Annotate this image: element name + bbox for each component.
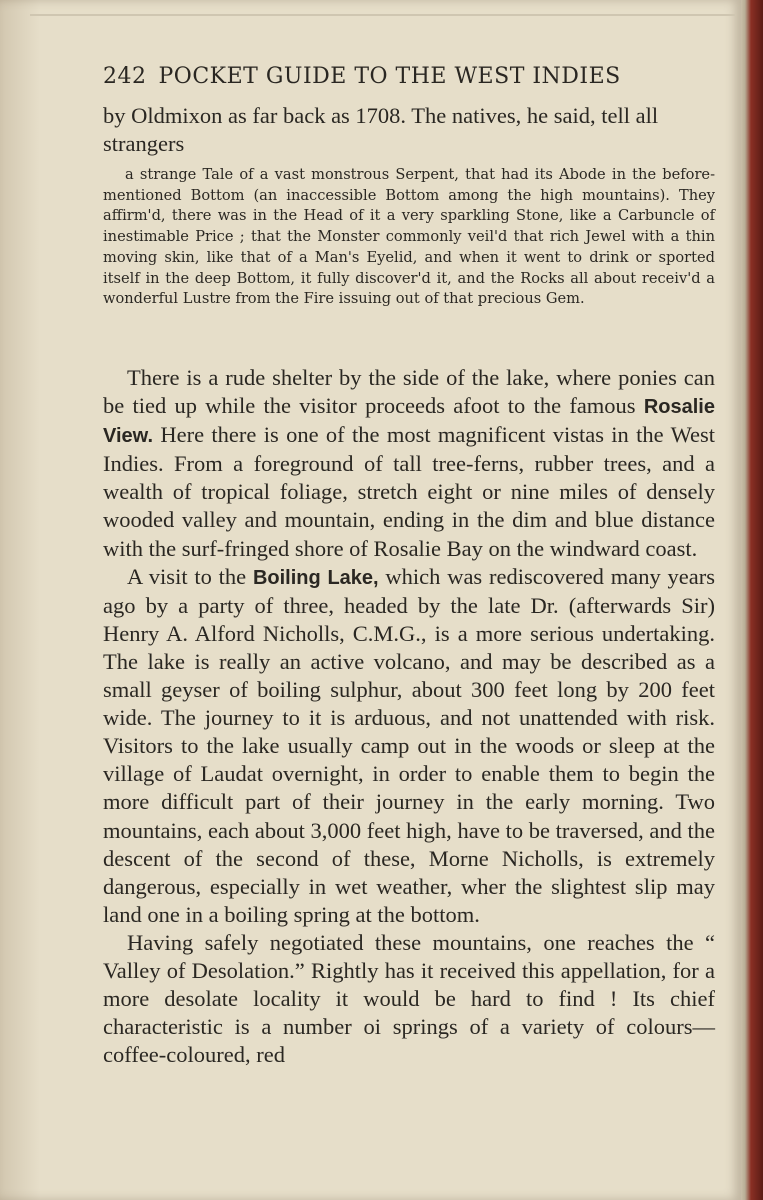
running-title: POCKET GUIDE TO THE WEST INDIES bbox=[158, 64, 621, 89]
para1-text-a: There is a rude shelter by the side of the lake, where ponies can be tied up while the visitor proceeds afoot to the famous bbox=[103, 365, 715, 419]
gutter-shadow bbox=[0, 0, 40, 1200]
lead-paragraph: by Oldmixon as far back as 1708. The natives, he said, tell all strangers bbox=[103, 103, 659, 156]
block-quote bbox=[103, 165, 715, 310]
para2-text-a: A visit to the bbox=[127, 563, 253, 589]
running-header bbox=[103, 60, 715, 94]
body-text bbox=[103, 364, 715, 1069]
para1-text-b: Here there is one of the most magnificent vistas in the West Indies. From a foreground of tall tree-ferns, rubber trees, and a wealth of tropical foliage, stretch eight or nine miles of densely wooded valley and mountain, ending in the dim and blue distance with the surf-fringed shore of Rosalie Bay on the windward coast. bbox=[103, 422, 715, 561]
book-edge bbox=[741, 0, 763, 1200]
top-rule bbox=[30, 14, 735, 16]
para2-text-b: which was rediscovered many years ago by a party of three, headed by the late Dr. (afterwards Sir) Henry A. Alford Nicholls, C.M.G., is a more serious undertaking. The lake is really an active volcano, and may be described as a small geyser of boiling sulphur, about 300 feet long by 200 feet wide. The journey to it is arduous, and not unattended with risk. Visitors to the lake usually camp out in the woods or sleep at the village of Laudat overnight, in order to enable them to begin the more difficult part of their journey in the early morning. Two mountains, each about 3,000 feet high, have to be traversed, and the descent of the second of these, Morne Nicholls, is extremely dangerous, especially in wet weather, wher the slightest slip may land one in a boiling spring at the bottom. bbox=[103, 563, 715, 927]
paragraph-boiling-lake bbox=[103, 563, 715, 929]
paragraph-rosalie-view bbox=[103, 364, 715, 563]
quote-text: a strange Tale of a vast monstrous Serpent, that had its Abode in the before-mentioned Bottom (an inaccessible Bottom among the high mountains). They affirm'd, there was in the Head of it a very sparkling Stone, like a Carbuncle of inestimable Price ; that the Monster commonly veil'd that rich Jewel with a thin moving skin, like that of a Man's Eyelid, and when it went to drink or sported itself in the deep Bottom, it fully discover'd it, and the Rocks all about receiv'd a wonderful Lustre from the Fire issuing out of that precious Gem. bbox=[103, 166, 715, 308]
page-number: 242 bbox=[103, 64, 147, 89]
rosalie-view-heading: Rosalie View. bbox=[103, 396, 715, 448]
paragraph-valley-of-desolation: Having safely negotiated these mountains, one reaches the “ Valley of Desolation.” Rightly has it received this appellation, for a more desolate locality it would be hard to find ! Its chief characteristic is a number oi springs of a variety of colours—coffee-coloured, red bbox=[103, 929, 715, 1068]
boiling-lake-heading: Boiling Lake, bbox=[252, 566, 379, 589]
